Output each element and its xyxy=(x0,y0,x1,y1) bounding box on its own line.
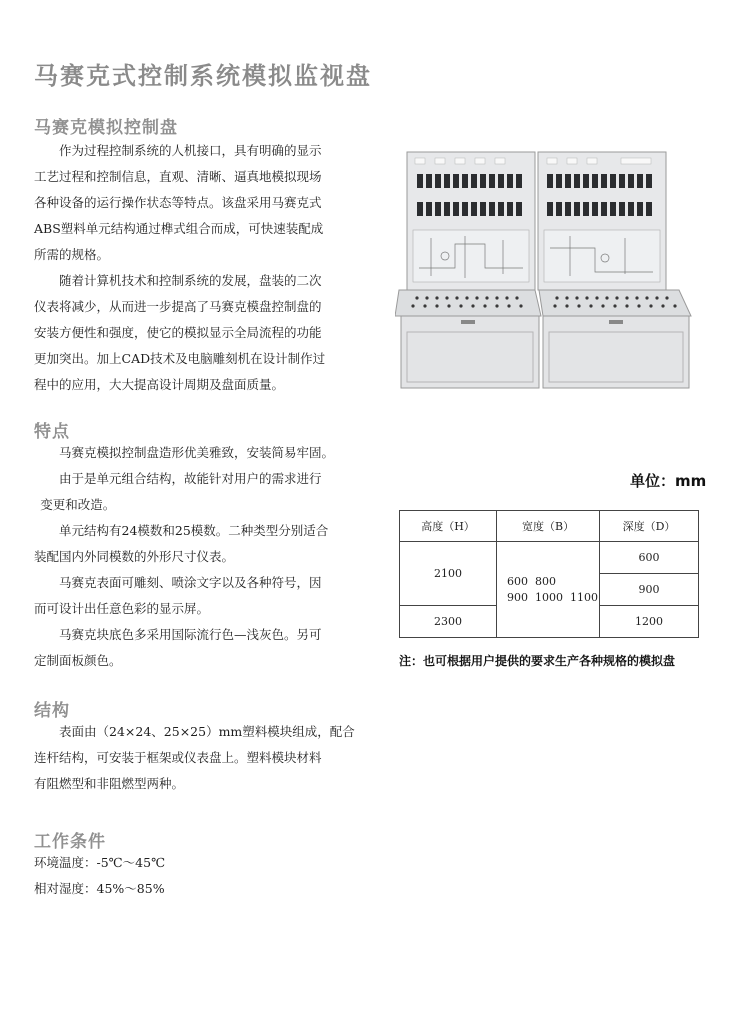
text-line: 更加突出。加上CAD技术及电脑雕刻机在设计制作过 xyxy=(34,351,326,366)
text-line: 定制面板颜色。 xyxy=(34,653,122,668)
table-cell: 2300 xyxy=(400,606,497,638)
table-header: 深度（D） xyxy=(600,511,699,542)
text-line: 马赛克表面可雕刻、喷涂文字以及各种符号，因 xyxy=(59,575,322,590)
text-line: 连杆结构，可安装于框架或仪表盘上。塑料模块材料 xyxy=(34,750,322,765)
section-heading-conditions: 工作条件 xyxy=(34,832,106,852)
page-title: 马赛克式控制系统模拟监视盘 xyxy=(34,62,372,90)
section-heading-intro: 马赛克模拟控制盘 xyxy=(34,118,178,138)
table-cell: 1200 xyxy=(600,606,699,638)
table-cell: 2100 xyxy=(400,542,497,606)
section-heading-structure: 结构 xyxy=(34,701,70,721)
section-heading-features: 特点 xyxy=(34,422,70,442)
text-line: 单元结构有24模数和25模数。二种类型分别适合 xyxy=(59,523,329,538)
table-cell: 900 xyxy=(600,574,699,606)
text-line: 相对湿度：45%～85% xyxy=(34,881,165,896)
text-line: 工艺过程和控制信息，直观、清晰、逼真地模拟现场 xyxy=(34,169,322,184)
text-line: 所需的规格。 xyxy=(34,247,110,262)
text-line: ABS塑料单元结构通过榫式组合而成，可快速装配成 xyxy=(34,221,324,236)
table-cell: 600 xyxy=(600,542,699,574)
width-values: 600 800 xyxy=(507,574,557,588)
control-panel-illustration xyxy=(395,148,700,393)
table-cell-widths xyxy=(497,542,600,638)
text-line: 程中的应用，大大提高设计周期及盘面质量。 xyxy=(34,377,285,392)
table-header: 宽度（B） xyxy=(497,511,600,542)
text-line: 有阻燃型和非阻燃型两种。 xyxy=(34,776,185,791)
text-line: 而可设计出任意色彩的显示屏。 xyxy=(34,601,210,616)
features-paragraph xyxy=(34,440,334,674)
conditions-paragraph xyxy=(34,850,165,902)
text-line: 安装方便性和强度，使它的模拟显示全局流程的功能 xyxy=(34,325,322,340)
table-header: 高度（H） xyxy=(400,511,497,542)
text-line: 仪表将减少，从而进一步提高了马赛克模盘控制盘的 xyxy=(34,299,322,314)
intro-paragraph xyxy=(34,138,325,398)
text-line: 随着计算机技术和控制系统的发展，盘装的二次 xyxy=(59,273,322,288)
unit-label: 单位：mm xyxy=(630,472,707,490)
table-note: 注：也可根据用户提供的要求生产各种规格的模拟盘 xyxy=(399,654,676,668)
text-line: 由于是单元组合结构，故能针对用户的需求进行 xyxy=(59,471,322,486)
text-line: 马赛克模拟控制盘造形优美雅致，安装简易牢固。 xyxy=(59,445,335,460)
structure-paragraph xyxy=(34,719,355,797)
text-line: 表面由（24×24、25×25）mm塑料模块组成，配合 xyxy=(59,724,355,739)
text-line: 装配国内外同模数的外形尺寸仪表。 xyxy=(34,549,235,564)
product-photo xyxy=(395,148,700,397)
width-values: 900 1000 1100 xyxy=(507,590,599,604)
text-line: 各种设备的运行操作状态等特点。该盘采用马赛克式 xyxy=(34,195,322,210)
text-line: 环境温度：-5℃～45℃ xyxy=(34,855,166,870)
text-line: 作为过程控制系统的人机接口，具有明确的显示 xyxy=(59,143,322,158)
text-line: 马赛克块底色多采用国际流行色—浅灰色。另可 xyxy=(59,627,322,642)
text-line: 变更和改造。 xyxy=(40,497,116,512)
spec-table xyxy=(399,510,699,638)
